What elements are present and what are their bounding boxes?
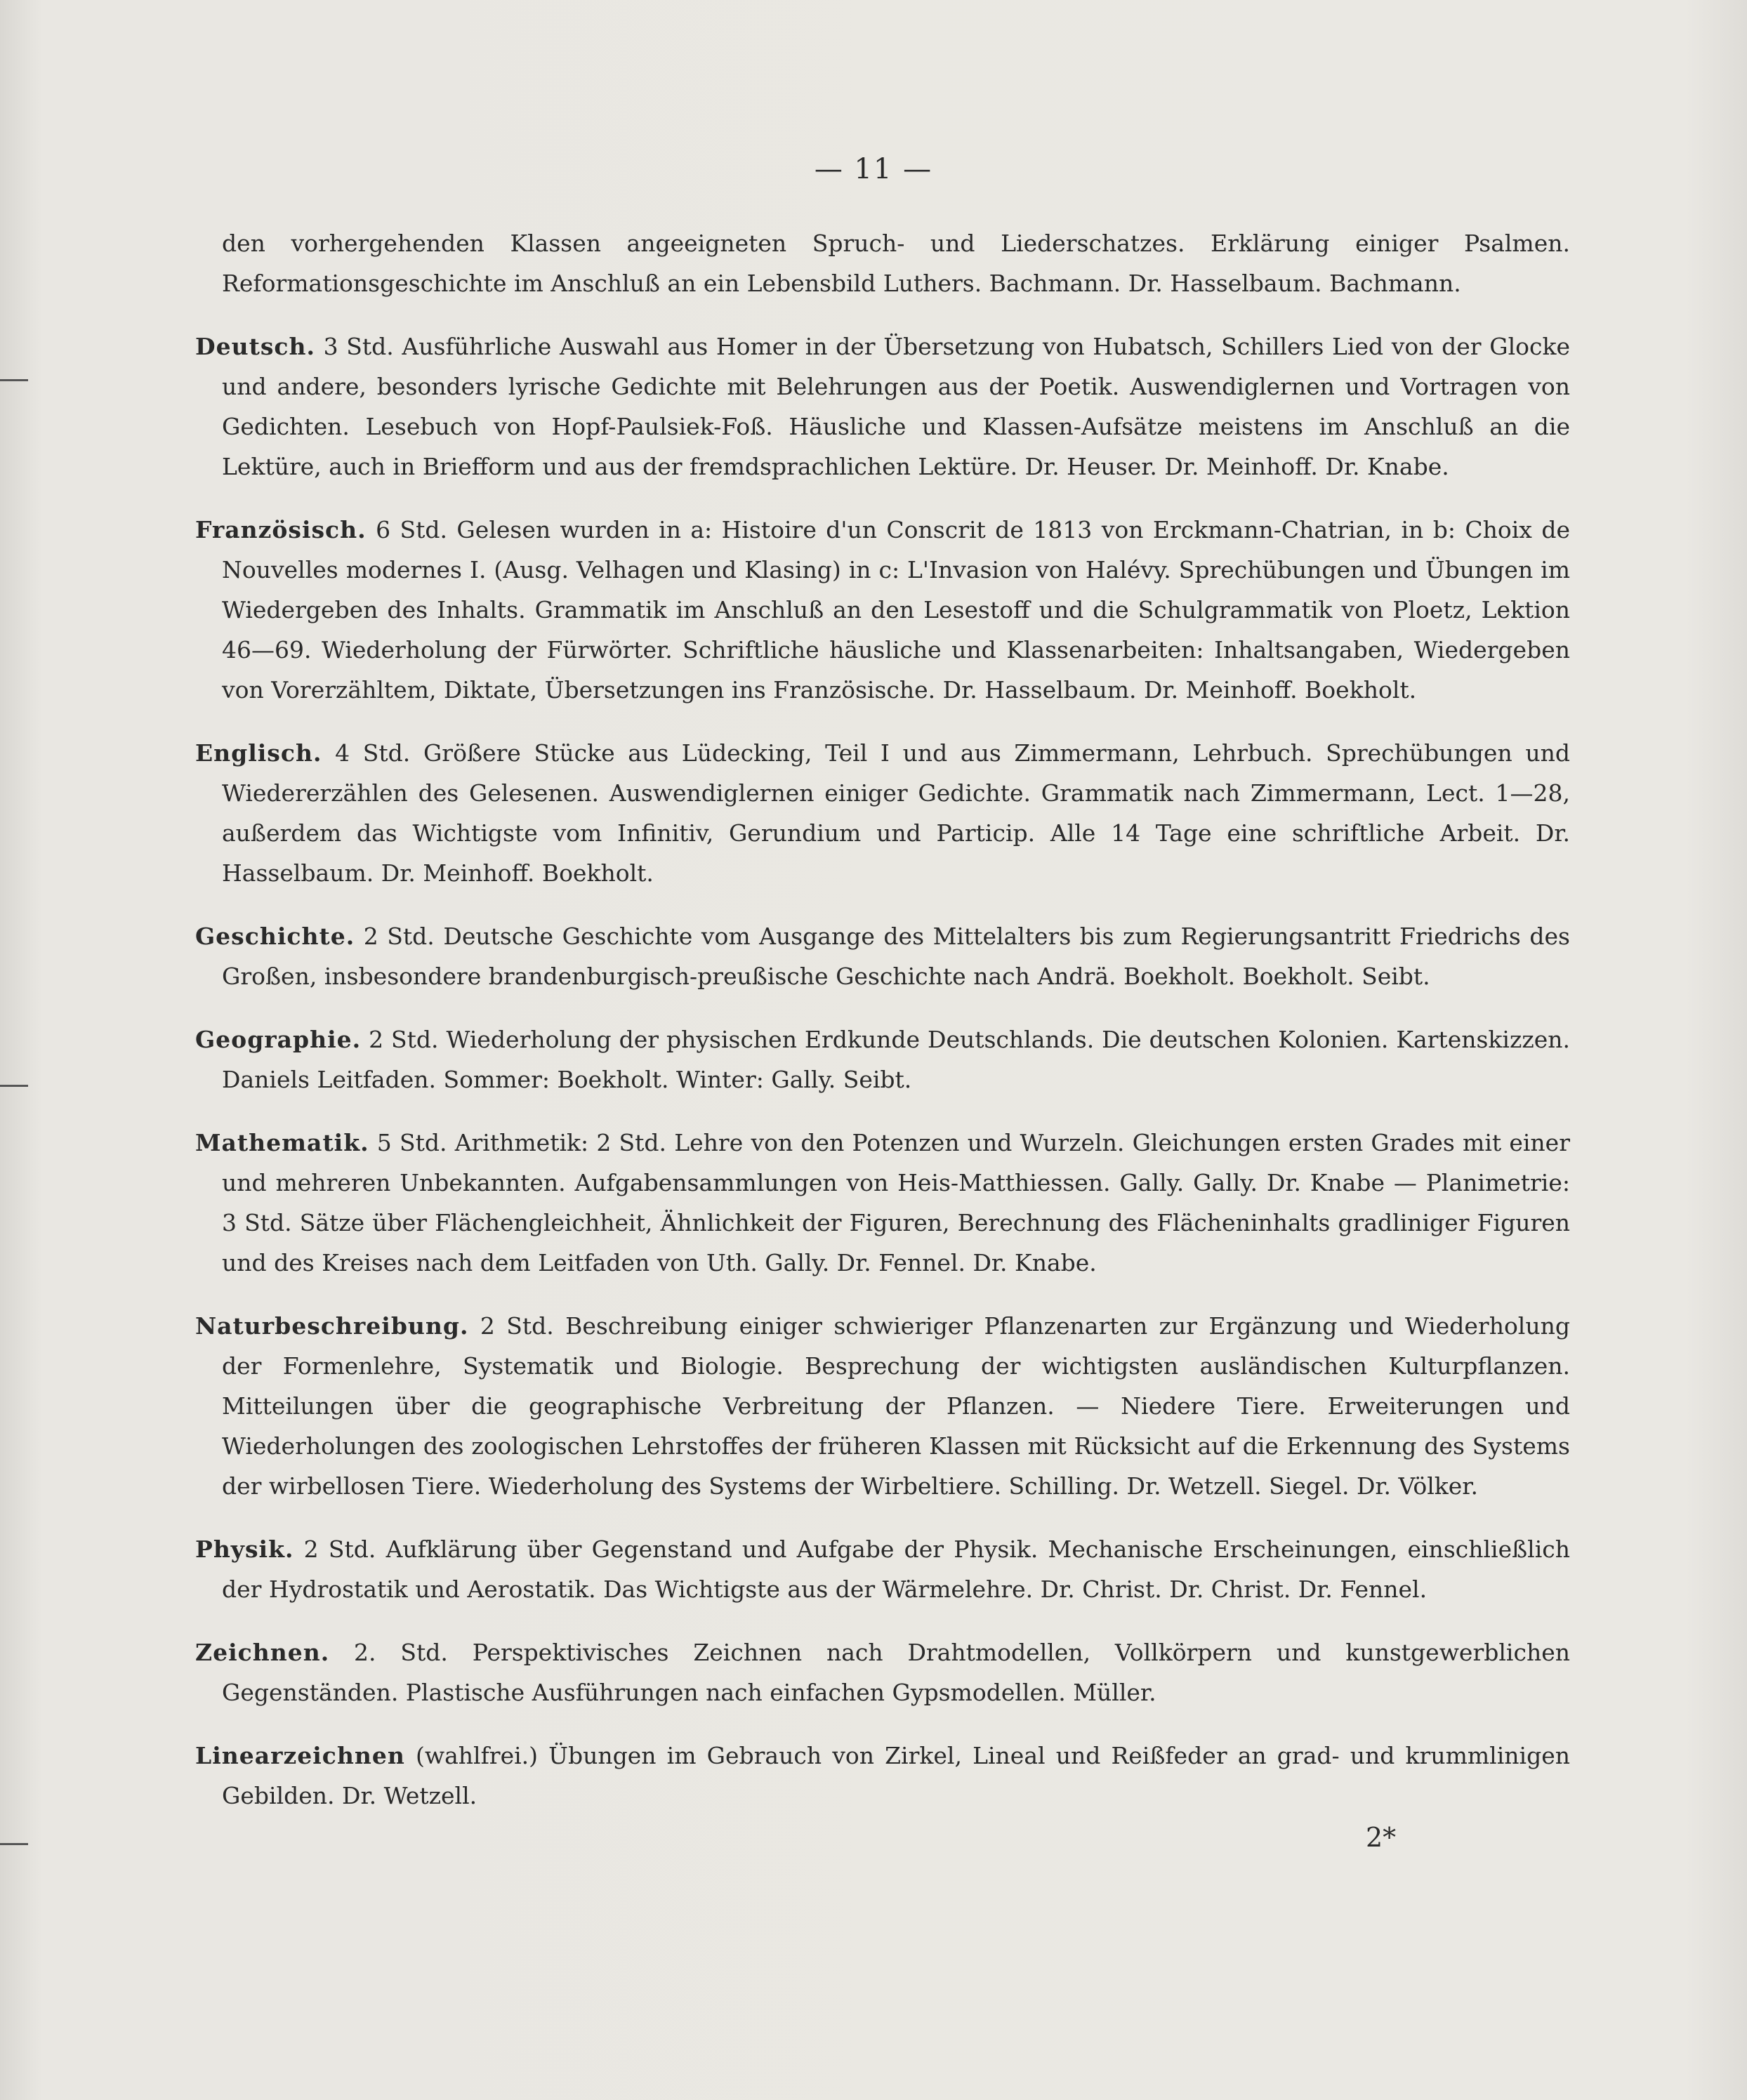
page-number: — 11 — (814, 153, 933, 185)
section-zeichnen (195, 1632, 1570, 1712)
section-text: Arithmetik: 2 Std. Lehre von den Potenzen und Wurzeln. Gleichungen ersten Grades mit einer und mehreren Unbekannten. Aufgabensammlungen von Heis-Matthiessen. Gally. Gally. Dr. Knabe — Planimetrie: 3 Std. Sätze über Flächengleichheit, Ähnlichkeit der Figuren, Berechnung des Flächeninhalts gradliniger Figuren und des Kreises nach dem Leitfaden von Uth. Gally. Dr. Fennel. Dr. Knabe. (222, 1129, 1570, 1276)
section-subject: Zeichnen. (195, 1639, 330, 1666)
page-edge-mark (0, 1843, 28, 1845)
section-hours: 5 Std. (376, 1129, 447, 1156)
section-physik (195, 1529, 1570, 1609)
page-edge-mark (0, 379, 28, 381)
section-text: Größere Stücke aus Lüdecking, Teil I und aus Zimmermann, Lehrbuch. Sprechübungen und Wiedererzählen des Gelesenen. Auswendiglernen einiger Gedichte. Grammatik nach Zimmermann, Lect. 1—28, außerdem das Wichtigste vom Infinitiv, Gerundium und Particip. Alle 14 Tage eine schriftliche Arbeit. Dr. Hasselbaum. Dr. Meinhoff. Boekholt. (222, 739, 1571, 887)
section-hours: 2 Std. (369, 1026, 439, 1053)
section-subject: Mathematik. (195, 1129, 369, 1156)
section-hours: 4 Std. (335, 739, 411, 767)
section-subject: Französisch. (195, 516, 367, 543)
section-subject: Englisch. (195, 739, 322, 767)
section-subject: Geschichte. (195, 923, 355, 950)
sheet-signature: 2* (1366, 1822, 1397, 1853)
section-geographie (195, 1019, 1570, 1099)
section-subject: Geographie. (195, 1026, 362, 1053)
section-hours: 2 Std. (480, 1312, 554, 1340)
section-subject: Naturbeschreibung. (195, 1312, 469, 1340)
page-content (195, 223, 1570, 1827)
section-geschichte (195, 916, 1570, 996)
section-mathematik (195, 1123, 1570, 1283)
section-hours: 3 Std. (323, 333, 394, 360)
section-hours: 2 Std. (303, 1536, 376, 1563)
section-englisch (195, 733, 1570, 893)
section-text: Wiederholung der physischen Erdkunde Deutschlands. Die deutschen Kolonien. Kartenskizzen. Daniels Leitfaden. Sommer: Boekholt. Winter: Gally. Seibt. (222, 1026, 1571, 1093)
section-subject: Deutsch. (195, 333, 316, 360)
section-linearzeichnen (195, 1736, 1570, 1816)
section-hours: 6 Std. (376, 516, 447, 543)
section-naturbeschreibung (195, 1306, 1570, 1506)
page-edge-mark (0, 1085, 28, 1087)
section-hours: (wahlfrei.) (415, 1742, 539, 1769)
section-hours: 2 Std. (363, 923, 435, 950)
section-text: Ausführliche Auswahl aus Homer in der Übersetzung von Hubatsch, Schillers Lied von der Glocke und andere, besonders lyrische Gedichte mit Belehrungen aus der Poetik. Auswendiglernen und Vortragen von Gedichten. Lesebuch von Hopf-Paulsiek-Foß. Häusliche und Klassen-Aufsätze meistens im Anschluß an die Lektüre, auch in Briefform und aus der fremdsprachlichen Lektüre. Dr. Heuser. Dr. Meinhoff. Dr. Knabe. (222, 333, 1570, 480)
section-hours: 2. Std. (354, 1639, 448, 1666)
section-text: Übungen im Gebrauch von Zirkel, Lineal und Reißfeder an grad- und krummlinigen Gebilden. Dr. Wetzell. (222, 1742, 1570, 1809)
intro-paragraph: den vorhergehenden Klassen angeeigneten Spruch- und Liederschatzes. Erklärung einiger Psalmen. Reformationsgeschichte im Anschluß an ein Lebensbild Luthers. Bachmann. Dr. Hasselbaum. Bachmann. (222, 230, 1570, 297)
section-text: Perspektivisches Zeichnen nach Drahtmodellen, Vollkörpern und kunstgewerblichen Gegenständen. Plastische Ausführungen nach einfachen Gypsmodellen. Müller. (222, 1639, 1570, 1706)
section-subject: Linearzeichnen (195, 1742, 405, 1769)
section-text: Gelesen wurden in a: Histoire d'un Conscrit de 1813 von Erckmann-Chatrian, in b: Choix de Nouvelles modernes I. (Ausg. Velhagen und Klasing) in c: L'Invasion von Halévy. Sprechübungen und Übungen im Wiedergeben des Inhalts. Grammatik im Anschluß an den Lesestoff und die Schulgrammatik von Ploetz, Lektion 46—69. Wiederholung der Fürwörter. Schriftliche häusliche und Klassenarbeiten: Inhaltsangaben, Wiedergeben von Vorerzähltem, Diktate, Übersetzungen ins Französische. Dr. Hasselbaum. Dr. Meinhoff. Boekholt. (222, 516, 1570, 704)
section-franzoesisch (195, 510, 1570, 710)
section-text: Deutsche Geschichte vom Ausgange des Mittelalters bis zum Regierungsantritt Friedrichs des Großen, insbesondere brandenburgisch-preußische Geschichte nach Andrä. Boekholt. Boekholt. Seibt. (222, 923, 1570, 990)
section-subject: Physik. (195, 1536, 294, 1563)
section-text: Beschreibung einiger schwieriger Pflanzenarten zur Ergänzung und Wiederholung der Formenlehre, Systematik und Biologie. Besprechung der wichtigsten ausländischen Kulturpflanzen. Mitteilungen über die geographische Verbreitung der Pflanzen. — Niedere Tiere. Erweiterungen und Wiederholungen des zoologischen Lehrstoffes der früheren Klassen mit Rücksicht auf die Erkennung des Systems der wirbellosen Tiere. Wiederholung des Systems der Wirbeltiere. Schilling. Dr. Wetzell. Siegel. Dr. Völker. (222, 1312, 1570, 1500)
section-deutsch (195, 326, 1570, 487)
section-text: Aufklärung über Gegenstand und Aufgabe der Physik. Mechanische Erscheinungen, einschließlich der Hydrostatik und Aerostatik. Das Wichtigste aus der Wärmelehre. Dr. Christ. Dr. Christ. Dr. Fennel. (222, 1536, 1571, 1603)
